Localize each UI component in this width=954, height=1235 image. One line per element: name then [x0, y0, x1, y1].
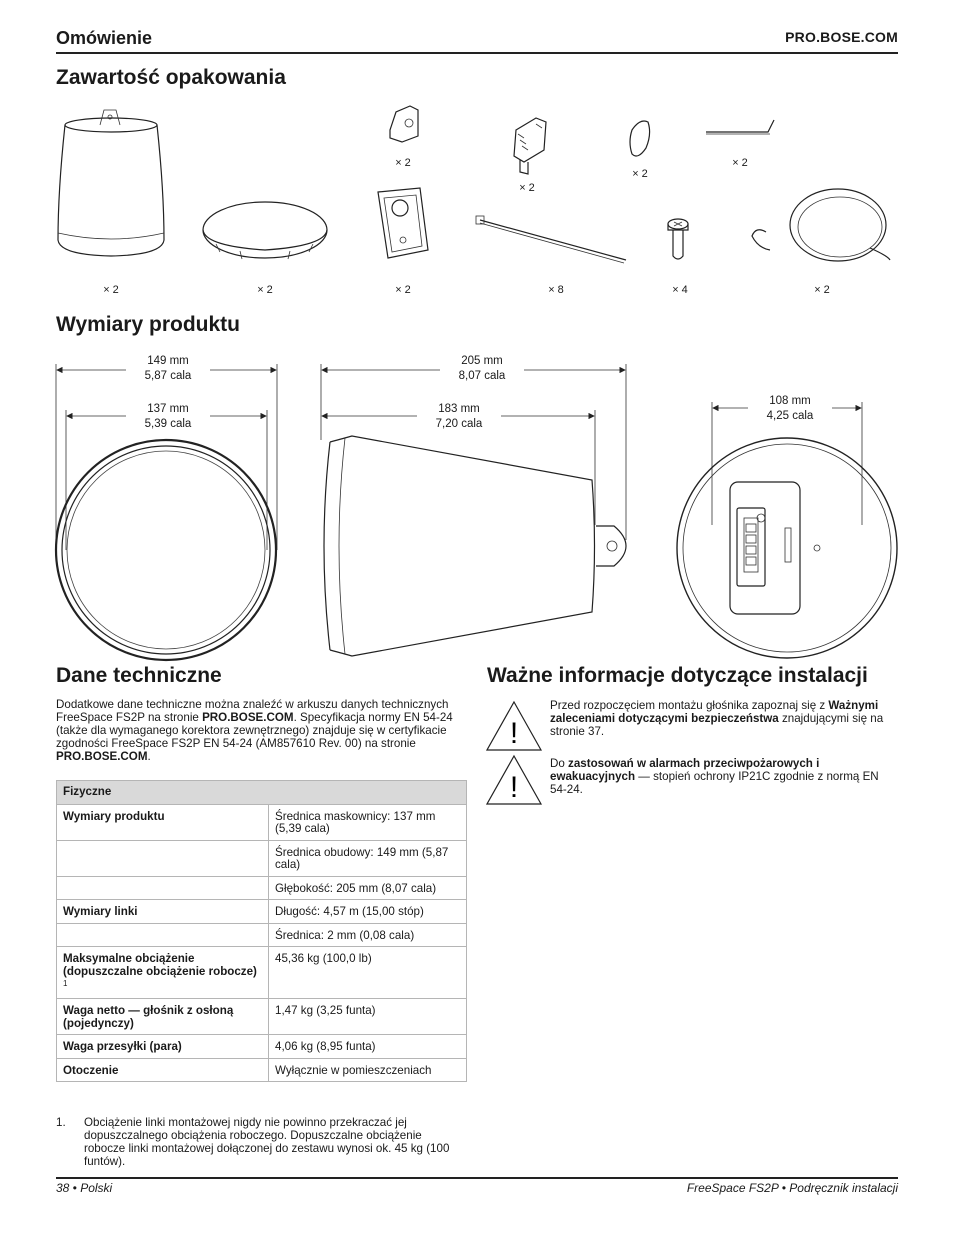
speaker-icon	[58, 110, 164, 256]
footer-divider	[56, 1177, 898, 1179]
qty-tile-bridge: × 2	[632, 168, 648, 180]
footnote-text: Obciążenie linki montażowej nigdy nie powinno przekraczać jej dopuszczalnego obciążenia roboczego. Dopuszczalne obciążenie robocze linki montażowej dołączonej do zestawu wynosi ok. 45 kg (100 funtów).	[84, 1116, 450, 1168]
dim-back-plate	[748, 394, 832, 424]
row-label: Otoczenie	[57, 1058, 269, 1082]
dim-side-body	[417, 402, 501, 432]
qty-bracket: × 2	[395, 157, 411, 169]
package-heading: Zawartość opakowania	[56, 66, 286, 89]
table-row	[57, 804, 467, 840]
qty-screw: × 4	[672, 284, 688, 296]
row-label: Waga przesyłki (para)	[57, 1035, 269, 1059]
specs-intro-link-1[interactable]: PRO.BOSE.COM	[202, 711, 294, 724]
row-value: 1,47 kg (3,25 funta)	[269, 999, 467, 1035]
dim-back-plate-mm: 108 mm	[769, 395, 811, 407]
install-heading: Ważne informacje dotyczące instalacji	[487, 664, 868, 687]
row-value: Wyłącznie w pomieszczeniach	[269, 1058, 467, 1082]
notice-fire-alarm	[550, 757, 896, 796]
row-label: Maksymalne obciążenie (dopuszczalne obciążenie robocze)	[63, 952, 257, 978]
warning-triangle-icon	[487, 702, 541, 750]
dim-front-inner	[126, 402, 210, 432]
notice-2-text-a: Do	[550, 757, 569, 770]
row-value: Średnica obudowy: 149 mm (5,87 cala)	[269, 840, 467, 876]
package-illustrations	[0, 100, 954, 300]
warning-triangle-icon	[487, 756, 541, 804]
warning-mark: !	[509, 717, 519, 750]
dim-front-outer-mm: 149 mm	[147, 355, 189, 367]
specs-intro	[56, 698, 468, 763]
row-value: Głębokość: 205 mm (8,07 cala)	[269, 876, 467, 900]
row-label: Wymiary linki	[57, 900, 269, 924]
notice-2-text-b: zastosowań w alarmach przeciwpożarowych i ewakuacyjnych	[550, 757, 820, 783]
qty-cable-tie: × 8	[548, 284, 564, 296]
row-value: 4,06 kg (8,95 funta)	[269, 1035, 467, 1059]
dimensions-heading: Wymiary produktu	[56, 313, 240, 336]
dim-side-total	[440, 354, 524, 384]
specs-heading: Dane techniczne	[56, 664, 222, 687]
dim-front-outer-in: 5,87 cala	[144, 370, 192, 382]
specs-intro-text-2: . Specyfikacja normy EN 54-24 (także dla wymaganego korektora zewnętrznego) znajduje się w certyfikacie zgodności FreeSpace FS2P EN 54-24 (AM857610 Rev. 00) na stronie	[56, 711, 453, 750]
table-row	[57, 999, 467, 1035]
table-header-cell: Fizyczne	[57, 781, 467, 805]
row-value: Długość: 4,57 m (15,00 stóp)	[269, 900, 467, 924]
footnote-number: 1.	[56, 1116, 66, 1129]
qty-grille: × 2	[257, 284, 273, 296]
row-label	[57, 840, 269, 876]
notice-2-text-c: — stopień ochrony IP21C zgodnie z normą EN 54-24.	[550, 770, 879, 796]
qty-safety-cable: × 2	[814, 284, 830, 296]
qty-terminal-block: × 2	[519, 182, 535, 194]
site-link[interactable]: PRO.BOSE.COM	[785, 29, 898, 45]
table-row	[57, 923, 467, 947]
row-label	[57, 876, 269, 900]
table-row	[57, 900, 467, 924]
footnote-ref: 1	[63, 979, 68, 988]
header-divider	[56, 52, 898, 54]
warning-icons	[486, 700, 544, 810]
notice-1-text-a: Przed rozpoczęciem montażu głośnika zapoznaj się z	[550, 699, 829, 712]
footer-document-title: FreeSpace FS2P • Podręcznik instalacji	[686, 1181, 898, 1195]
qty-speaker: × 2	[103, 284, 119, 296]
table-row	[57, 1058, 467, 1082]
terminal-block-icon	[514, 118, 546, 174]
cable-tie-icon	[476, 216, 626, 263]
warning-mark: !	[509, 771, 519, 804]
screw-icon	[668, 219, 688, 259]
table-row	[57, 947, 467, 999]
qty-hex-key: × 2	[732, 157, 748, 169]
row-value: 45,36 kg (100,0 lb)	[269, 947, 467, 999]
notice-1-text-b: Ważnymi zaleceniami dotyczącymi bezpieczeństwa	[550, 699, 879, 725]
row-label-with-footnote	[57, 947, 269, 999]
bracket-icon	[390, 106, 418, 142]
row-value: Średnica: 2 mm (0,08 cala)	[269, 923, 467, 947]
back-view-drawing	[677, 402, 897, 658]
dim-front-outer	[126, 354, 210, 384]
notice-safety	[550, 699, 896, 738]
row-label: Wymiary produktu	[57, 804, 269, 840]
specs-intro-text-1: Dodatkowe dane techniczne można znaleźć w arkuszu danych technicznych FreeSpace FS2P na stronie	[56, 698, 449, 724]
safety-cable-icon	[752, 189, 890, 261]
specs-table	[56, 780, 467, 1082]
footer-page-language: 38 • Polski	[56, 1181, 113, 1195]
dim-front-inner-in: 5,39 cala	[144, 418, 192, 430]
dim-front-inner-mm: 137 mm	[147, 403, 189, 415]
dim-back-plate-in: 4,25 cala	[766, 410, 814, 422]
table-row	[57, 840, 467, 876]
grille-icon	[203, 202, 327, 259]
notice-1-text-c: znajdującymi się na stronie 37.	[550, 712, 884, 738]
dim-side-total-mm: 205 mm	[461, 355, 503, 367]
specs-intro-text-3: .	[147, 750, 151, 763]
table-header-row	[57, 781, 467, 805]
row-label	[57, 923, 269, 947]
tile-bridge-icon	[630, 121, 650, 156]
dim-side-body-mm: 183 mm	[438, 403, 480, 415]
dim-side-total-in: 8,07 cala	[458, 370, 506, 382]
table-row	[57, 1035, 467, 1059]
hex-key-icon	[706, 120, 774, 134]
section-title: Omówienie	[56, 28, 153, 48]
row-value: Średnica maskownicy: 137 mm (5,39 cala)	[269, 804, 467, 840]
qty-mount-plate: × 2	[395, 284, 411, 296]
table-row	[57, 876, 467, 900]
specs-intro-link-2[interactable]: PRO.BOSE.COM	[56, 750, 148, 763]
dim-side-body-in: 7,20 cala	[435, 418, 483, 430]
row-label: Waga netto — głośnik z osłoną (pojedynczy)	[57, 999, 269, 1035]
mount-plate-icon	[378, 188, 428, 258]
